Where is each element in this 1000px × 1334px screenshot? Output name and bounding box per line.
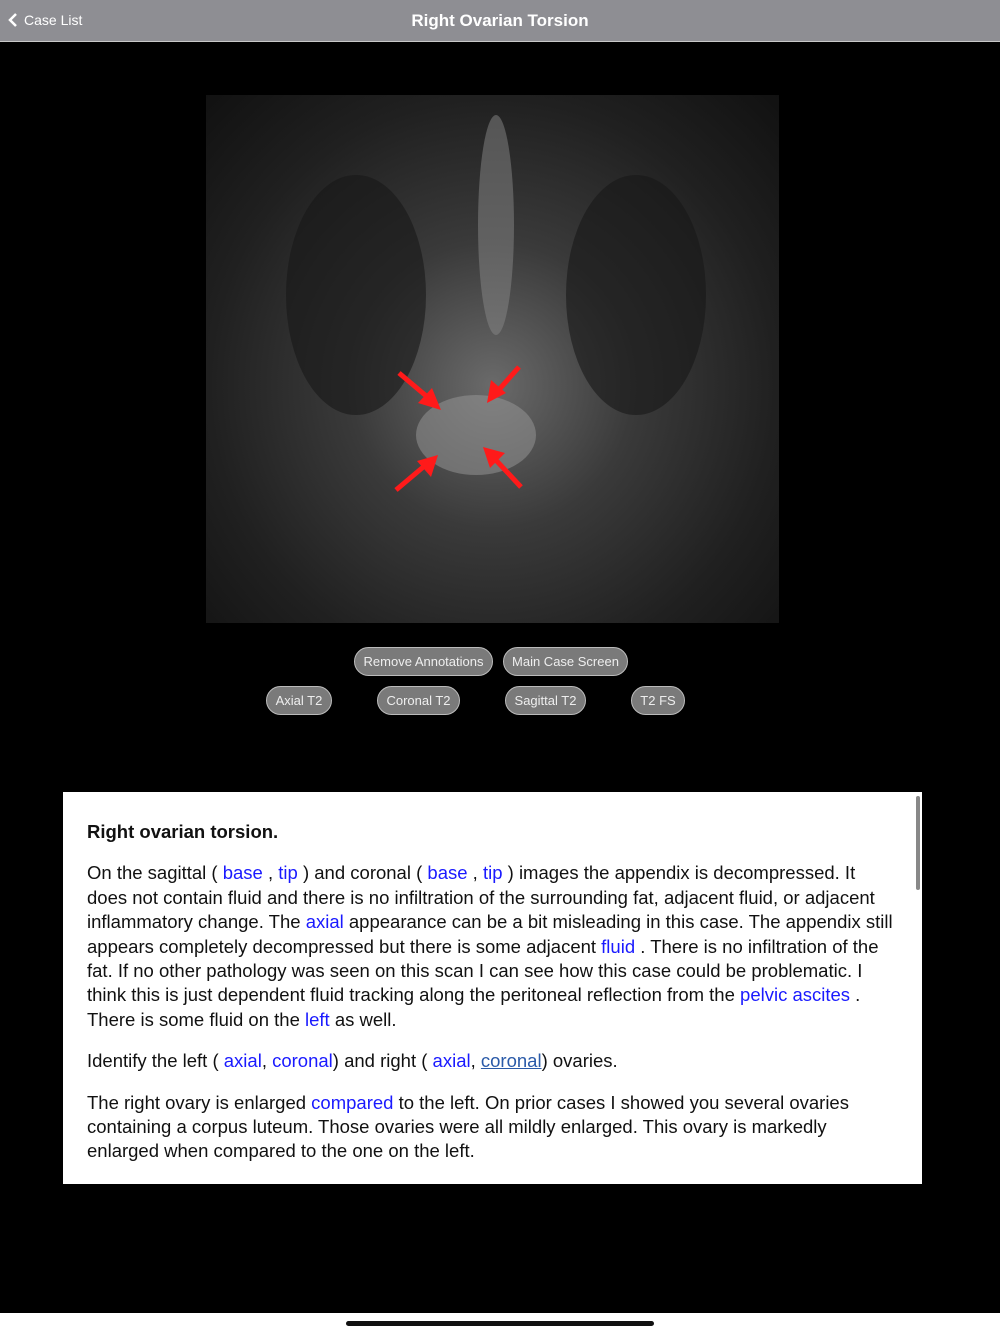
text: , [261,1050,273,1072]
remove-annotations-button[interactable]: Remove Annotations [354,647,493,676]
case-description-panel [63,792,922,1184]
text: On the sagittal ( [87,862,223,884]
page-title: Right Ovarian Torsion [411,11,589,30]
text: The right ovary is enlarged [87,1091,312,1113]
link-right-coronal[interactable]: coronal [480,1050,542,1072]
link-right-axial[interactable]: axial [432,1050,471,1072]
home-indicator-bar [0,1313,1000,1334]
link-fluid[interactable]: fluid [601,935,636,957]
navigation-bar [0,0,1000,42]
text: as well. [329,1008,397,1030]
text: . There is no infiltration of the fat. If no other pathology was seen on this scan I can see how this case could be problematic. I think this is just dependent fluid tracking along the peritoneal reflection from the [87,935,879,1006]
link-pelvic-ascites[interactable]: pelvic ascites [740,984,851,1006]
text: ) and right ( [332,1050,433,1072]
annotation-arrows [206,95,779,623]
text: to the left. On prior cases I showed you several ovaries containing a corpus luteum. Those ovaries were all mildly enlarged. This ovary is markedly enlarged when compared to the one on the left. [87,1091,849,1162]
text: ) images the appendix is decompressed. It does not contain fluid and there is no infiltration of the surrounding fat, adjacent fluid, or adjacent inflammatory change. The [87,862,875,933]
paragraph-3 [87,1091,898,1164]
paragraph-2 [87,1049,898,1073]
text: , [470,1050,481,1072]
link-coronal-base[interactable]: base [427,862,468,884]
paragraph-1 [87,861,898,1032]
text: appearance can be a bit misleading in this case. The appendix still appears completely decompressed but there is some adjacent [87,911,893,957]
text: ) ovaries. [541,1050,618,1072]
text: . There is some fluid on the [87,984,861,1030]
link-left[interactable]: left [305,1008,330,1030]
link-left-coronal[interactable]: coronal [272,1050,333,1072]
link-sagittal-base[interactable]: base [222,862,263,884]
link-left-axial[interactable]: axial [223,1050,262,1072]
link-coronal-tip[interactable]: tip [482,862,503,884]
coronal-t2-button[interactable]: Coronal T2 [377,686,460,715]
mri-image [206,95,779,623]
text: , [467,862,483,884]
text: Identify the left ( [87,1050,224,1072]
text: ) and coronal ( [297,862,428,884]
axial-t2-button[interactable]: Axial T2 [266,686,332,715]
scrollbar[interactable] [916,796,920,890]
main-case-screen-button[interactable]: Main Case Screen [503,647,628,676]
text: , [262,862,279,884]
link-axial[interactable]: axial [305,911,344,933]
description-heading: Right ovarian torsion. [87,821,279,842]
link-compared[interactable]: compared [311,1091,394,1113]
t2-fs-button[interactable]: T2 FS [631,686,685,715]
home-indicator[interactable] [346,1321,654,1326]
sagittal-t2-button[interactable]: Sagittal T2 [505,686,586,715]
link-sagittal-tip[interactable]: tip [278,862,298,884]
back-label: Case List [24,12,83,28]
